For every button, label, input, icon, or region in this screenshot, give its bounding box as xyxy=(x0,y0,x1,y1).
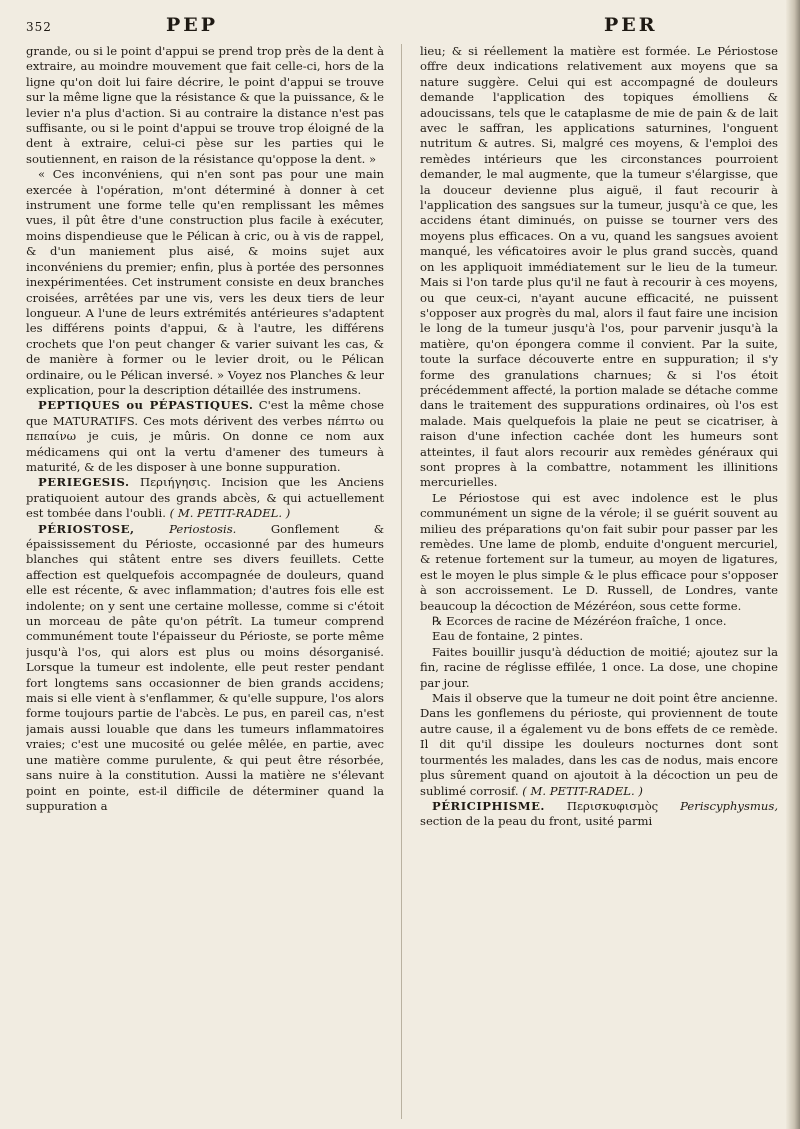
column-divider xyxy=(401,44,402,1119)
entry-latin: Periostosis. xyxy=(169,521,237,536)
right-column xyxy=(420,44,778,1119)
paragraph: grande, ou si le point d'appui se prend trop près de la dent à extraire, au moindre mouvement que fait celle-ci, hors de la ligne qu'on doit lui faire décrire, le point d'appui se trouve sur la même ligne que la résistance & que la puissance, & le levier n'a plus d'action. Si au contraire la distance n'est pas suffisante, ou si le point d'appui se trouve trop éloigné de la dent à extraire, celui-ci pèse sur les parties qui le soutiennent, en raison de la résistance qu'oppose la dent. » xyxy=(26,44,384,166)
entry-text: Incision que les Anciens pratiquoient autour des grands abcès, & qui actuellement est tombée dans l'oubli. xyxy=(26,475,384,521)
paragraph: Faites bouillir jusqu'à déduction de moitié; ajoutez sur la fin, racine de réglisse effilée, 1 once. La dose, une chopine par jour. xyxy=(420,644,778,690)
entry-text: section de la peau du front, usité parmi xyxy=(420,814,653,829)
entry-greek: Περιήγησις. xyxy=(140,475,211,490)
entry-text: Gonflement & épaississement du Périoste, occasionné par des humeurs blanches qui stâtent entre ses divers feuillets. Cette affection est quelquefois accompagnée de douleurs, quand elle est récente, & avec inflammation; d'autres fois elle est indolente; on y sent une certaine mollesse, comme si c'étoit un morceau de pâte qu'on pétrît. La tumeur comprend communément toute l'épaisseur du Périoste, se porte même jusqu'à l'os, qui alors est plus ou moins désorganisé. Lorsque la tumeur est indolente, elle peut rester pendant fort longtems sans occasionner de bien grands accidens; mais si elle vient à s'enflammer, & qu'elle suppure, l'os alors forme toujours partie de l'abcès. Le pus, en pareil cas, n'est jamais aussi louable que dans les tumeurs inflammatoires vraies; c'est une mucosité ou gelée mêlée, en partie, avec une matière comme purulente, & qui peut être résorbée, sans nuire à la constitution. Aussi la matière ne s'élevant point en pointe, est-il difficile de déterminer quand la suppuration a xyxy=(26,521,384,813)
entry-periciphisme xyxy=(420,799,778,830)
running-head-right: PER xyxy=(604,14,658,36)
entry-headword: PEPTIQUES ou PÉPASTIQUES. xyxy=(38,398,254,413)
page-number: 352 xyxy=(26,20,52,34)
running-head-left: PEP xyxy=(166,14,219,36)
page-header xyxy=(26,14,778,42)
paragraph: Le Périostose qui est avec indolence est le plus communément un signe de la vérole; il se guérit souvent au milieu des préparations qu'on fait subir pour passer par les remèdes. Une lame de plomb, enduite d'onguent mercuriel, & retenue fortement sur la tumeur, au moyen de ligatures, est le moyen le plus simple & le plus efficace pour s'opposer à son accroissement. Le D. Russell, de Londres, vante beaucoup la décoction de Mézéréon, sous cette forme. xyxy=(420,490,778,613)
entry-headword: PERIEGESIS. xyxy=(38,475,130,490)
text-columns xyxy=(26,44,778,1119)
paragraph: lieu; & si réellement la matière est formée. Le Périostose offre deux indications relativement aux moyens que sa nature suggère. Celui qui est accompagné de douleurs demande l'application des topiques émolliens & adoucissans, tels que le cataplasme de mie de pain & de lait avec le saffran, les applications saturnines, l'onguent nutritum & autres. Si, malgré ces moyens, & l'emploi des remèdes intérieurs que les circonstances pourroient demander, le mal augmente, que la tumeur s'élargisse, que la douceur devienne plus aiguë, il faut recourir à l'application des sangsues sur la tumeur, jusqu'à ce que, les accidens étant diminués, on puisse se tourner vers des moyens plus efficaces. On a vu, quand les sangsues avoient manqué, les véficatoires avoir le plus grand succès, quand on les appliquoit immédiatement sur le lieu de la tumeur. Mais si l'on tarde plus qu'il ne faut à recourir à ces moyens, ou que ceux-ci, n'ayant aucune efficacité, ne puissent s'opposer aux progrès du mal, alors il faut faire une incision le long de la tumeur jusqu'à l'os, pour parvenir jusqu'à la matière, qu'on épongera comme il convient. Par la suite, toute la surface découverte entre en suppuration; il s'y forme des granulations charnues; & si l'os étoit précédemment affecté, la portion malade se détache comme dans le traitement des suppurations ordinaires, où l'os est malade. Mais quelquefois la plaie ne peut se cicatriser, à raison d'une infection cachée dont les humeurs sont atteintes, il faut alors recourir aux remèdes généraux qui sont propres à la combattre, notamment les illinitions mercurielles. xyxy=(420,44,778,490)
left-column xyxy=(26,44,384,1119)
entry-peptiques xyxy=(26,398,384,475)
author-signature: ( M. PETIT-RADEL. ) xyxy=(169,506,291,521)
recipe-line: ℞ Ecorces de racine de Mézéréon fraîche, 1 once. xyxy=(432,614,727,629)
page-edge-shadow xyxy=(786,0,800,1129)
entry-greek: Περισκυφισμὸς xyxy=(566,798,659,813)
paragraph xyxy=(420,691,778,799)
entry-text: C'est la même chose que MATURATIFS. Ces mots dérivent des verbes πέπτω ou πεπαίνω je cuis, je mûris. On donne ce nom aux médicamens qui ont la vertu d'amener des tumeurs à maturité, & de les disposer à une bonne suppuration. xyxy=(26,398,384,474)
entry-latin: Periscyphysmus, xyxy=(680,798,778,813)
paragraph: « Ces inconvéniens, qui n'en sont pas pour une main exercée à l'opération, m'ont déterminé à donner à cet instrument une forme telle qu'en remplissant les mêmes vues, il pût être d'une construction plus facile à exécuter, moins dispendieuse que le Pélican à cric, ou à vis de rappel, & d'un maniement plus aisé, & moins sujet aux inconvéniens du premier; enfin, plus à portée des personnes inexpérimentées. Cet instrument consiste en deux branches croisées, arrêtées par une vis, vers les deux tiers de leur longueur. A l'une de leurs extrémités antérieures s'adaptent les différens points d'appui, & à l'autre, les différens crochets que l'on peut changer & varier suivant les cas, & de manière à former ou le levier droit, ou le Pélican ordinaire, ou le Pélican inversé. » Voyez nos Planches & leur explication, pour la description détaillée des instrumens. xyxy=(26,167,384,397)
entry-headword: PÉRICIPHISME. xyxy=(432,798,545,813)
author-signature: ( M. PETIT-RADEL. ) xyxy=(522,783,643,798)
recipe-line: Eau de fontaine, 2 pintes. xyxy=(432,629,584,644)
paragraph-text: Mais il observe que la tumeur ne doit point être ancienne. Dans les gonflemens du périoste, qui proviennent de toute autre cause, il a également vu de bons effets de ce remède. Il dit qu'il dissipe les douleurs nocturnes dont sont tourmentés les malades, dans les cas de nodus, mais encore plus sûrement quand on ajoutoit à la décoction un peu de sublimé corrosif. xyxy=(420,691,778,798)
entry-periostose xyxy=(26,522,384,815)
entry-headword: PÉRIOSTOSE, xyxy=(38,521,135,536)
entry-periegesis xyxy=(26,475,384,521)
